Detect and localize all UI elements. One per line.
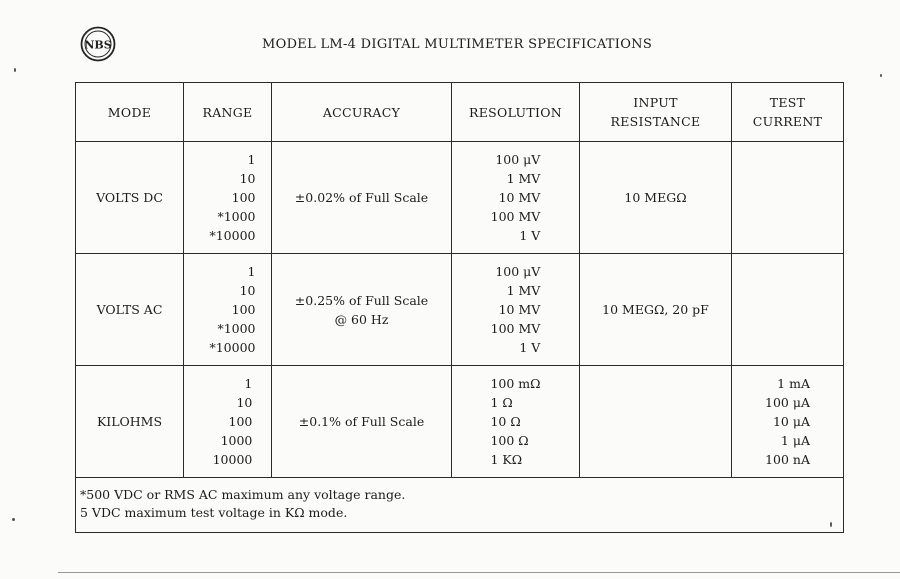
resolution-value: 1 V bbox=[519, 340, 541, 355]
logo-text: NBS bbox=[84, 38, 112, 52]
column-header-mode: MODE bbox=[76, 83, 184, 142]
footnote-line: *500 VDC or RMS AC maximum any voltage range. bbox=[80, 487, 406, 502]
accuracy-line: @ 60 Hz bbox=[334, 311, 389, 327]
range-cell bbox=[184, 366, 272, 478]
resolution-value: 10 Ω bbox=[490, 414, 521, 429]
resolution-value: 100 MV bbox=[490, 321, 541, 336]
resolution-value: 1 MV bbox=[506, 171, 541, 186]
footnotes bbox=[76, 478, 844, 533]
range-value: 1 bbox=[247, 264, 256, 279]
range-value: 10 bbox=[236, 395, 253, 410]
scan-speck bbox=[14, 68, 16, 72]
table-header-row bbox=[76, 83, 844, 142]
range-value: 1 bbox=[247, 152, 256, 167]
range-value: *10000 bbox=[209, 340, 256, 355]
range-value: 1000 bbox=[220, 433, 253, 448]
accuracy-cell bbox=[272, 254, 452, 366]
nbs-logo-seal bbox=[80, 26, 116, 62]
test-current-value: 100 μA bbox=[765, 395, 810, 410]
accuracy-line: ±0.25% of Full Scale bbox=[294, 292, 429, 308]
column-header-input-resistance: INPUT RESISTANCE bbox=[580, 83, 732, 142]
input-resistance-cell bbox=[580, 366, 732, 478]
mode-cell: KILOHMS bbox=[76, 366, 184, 478]
resolution-value: 1 MV bbox=[506, 283, 541, 298]
resolution-value: 10 MV bbox=[498, 302, 541, 317]
column-header-resolution: RESOLUTION bbox=[452, 83, 580, 142]
accuracy-cell bbox=[272, 366, 452, 478]
resolution-value: 1 V bbox=[519, 228, 541, 243]
scan-speck bbox=[830, 522, 832, 527]
resolution-value: 100 μV bbox=[495, 152, 541, 167]
resolution-value: 100 mΩ bbox=[490, 376, 541, 391]
test-current-cell bbox=[732, 366, 844, 478]
column-header-accuracy: ACCURACY bbox=[272, 83, 452, 142]
range-cell bbox=[184, 142, 272, 254]
page-edge-line bbox=[58, 572, 900, 573]
range-value: *1000 bbox=[217, 209, 256, 224]
table-row-kilohms bbox=[76, 366, 844, 478]
test-current-value: 1 mA bbox=[777, 376, 810, 391]
accuracy-line: ±0.02% of Full Scale bbox=[294, 190, 429, 205]
range-value: *1000 bbox=[217, 321, 256, 336]
resolution-cell bbox=[452, 366, 580, 478]
range-value: 10 bbox=[239, 171, 256, 186]
test-current-cell bbox=[732, 142, 844, 254]
test-current-value: 100 nA bbox=[765, 452, 810, 467]
resolution-value: 1 KΩ bbox=[490, 452, 523, 467]
document-title: MODEL LM-4 DIGITAL MULTIMETER SPECIFICATIONS bbox=[262, 37, 653, 52]
range-value: 100 bbox=[228, 414, 253, 429]
scan-speck bbox=[880, 74, 882, 77]
input-resistance-cell: 10 MEGΩ bbox=[580, 142, 732, 254]
resolution-value: 100 μV bbox=[495, 264, 541, 279]
resolution-value: 10 MV bbox=[498, 190, 541, 205]
range-value: 10 bbox=[239, 283, 256, 298]
range-value: 10000 bbox=[212, 452, 253, 467]
resolution-value: 1 Ω bbox=[490, 395, 513, 410]
column-header-range: RANGE bbox=[184, 83, 272, 142]
resolution-cell bbox=[452, 142, 580, 254]
accuracy-cell bbox=[272, 142, 452, 254]
range-value: 100 bbox=[231, 302, 256, 317]
resolution-value: 100 MV bbox=[490, 209, 541, 224]
table-notes-row bbox=[76, 478, 844, 533]
range-value: 100 bbox=[231, 190, 256, 205]
scan-speck bbox=[12, 518, 15, 521]
footnote-line: 5 VDC maximum test voltage in KΩ mode. bbox=[80, 505, 348, 520]
test-current-value: 1 μA bbox=[780, 433, 810, 448]
resolution-value: 100 Ω bbox=[490, 433, 529, 448]
test-current-value: 10 μA bbox=[772, 414, 810, 429]
range-cell bbox=[184, 254, 272, 366]
resolution-cell bbox=[452, 254, 580, 366]
range-value: *10000 bbox=[209, 228, 256, 243]
specifications-table bbox=[75, 82, 844, 533]
mode-cell: VOLTS DC bbox=[76, 142, 184, 254]
accuracy-line: ±0.1% of Full Scale bbox=[298, 414, 425, 429]
mode-cell: VOLTS AC bbox=[76, 254, 184, 366]
table-row-volts-ac bbox=[76, 254, 844, 366]
input-resistance-cell: 10 MEGΩ, 20 pF bbox=[580, 254, 732, 366]
table-row-volts-dc bbox=[76, 142, 844, 254]
column-header-test-current: TEST CURRENT bbox=[732, 83, 844, 142]
range-value: 1 bbox=[244, 376, 253, 391]
test-current-cell bbox=[732, 254, 844, 366]
